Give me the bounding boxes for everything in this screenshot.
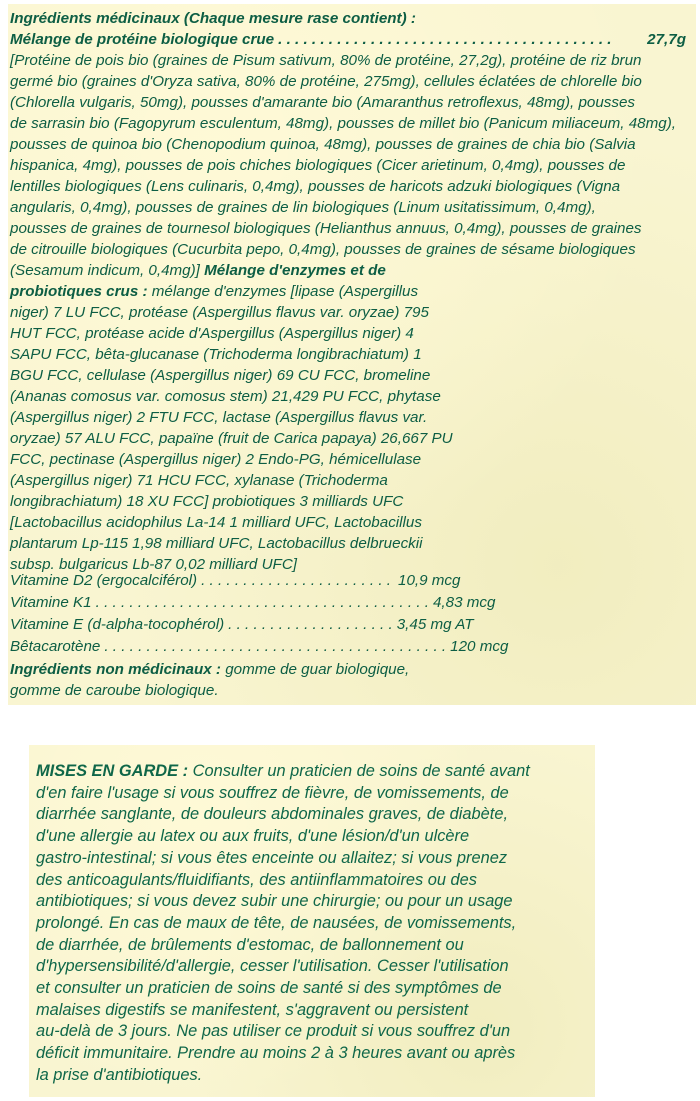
vitamin-name: Vitamine D2 (ergocalciférol): [10, 572, 198, 589]
protein-blend-leader: . . . . . . . . . . . . . . . . . . . . . . . . . . . . . . . . . . . . . . . .: [278, 31, 612, 48]
enzyme-heading-part1: Mélange d'enzymes et de: [204, 262, 386, 279]
vitamin-leader: . . . . . . . . . . . . . . . . . . . . . . . . . . . . . . . . . . . . . . . .: [95, 594, 429, 611]
text-line: FCC, pectinase (Aspergillus niger) 2 Endo-PG, hémicellulase: [10, 451, 422, 468]
text-line: hispanica, 4mg), pousses de pois chiches biologiques (Cicer arietinum, 0,4mg), pousses de: [10, 157, 626, 174]
warning-first-line: [36, 761, 596, 783]
text-line: (Chlorella vulgaris, 50mg), pousses d'amarante bio (Amaranthus retroflexus, 48mg), pousses: [10, 94, 636, 111]
text-line: HUT FCC, protéase acide d'Aspergillus (Aspergillus niger) 4: [10, 325, 414, 342]
protein-blend-amount: 27,7g: [647, 31, 686, 48]
text-line: germé bio (graines d'Oryza sativa, 80% de protéine, 275mg), cellules éclatées de chlorelle bio: [10, 73, 642, 90]
warning-label: MISES EN GARDE :: [36, 762, 189, 780]
vitamin-amount: 120 mcg: [450, 638, 509, 655]
text-line: pousses de graines de tournesol biologiques (Helianthus annuus, 0,4mg), pousses de graines: [10, 220, 642, 237]
text-line: [Protéine de pois bio (graines de Pisum sativum, 80% de protéine, 27,2g), protéine de riz brun: [10, 52, 642, 69]
text-line: déficit immunitaire. Prendre au moins 2 à 3 heures avant ou après: [36, 1044, 516, 1063]
text-line: niger) 7 LU FCC, protéase (Aspergillus flavus var. oryzae) 795: [10, 304, 429, 321]
enzyme-first-rest: mélange d'enzymes [lipase (Aspergillus: [151, 283, 419, 300]
section-title: Ingrédients médicinaux (Chaque mesure rase contient) :: [10, 10, 416, 27]
vitamin-row: [10, 636, 509, 657]
enzyme-heading-part2: probiotiques crus :: [10, 283, 148, 300]
text-line: diarrhée sanglante, de douleurs abdominales graves, de diabète,: [36, 805, 509, 824]
text-line: (Aspergillus niger) 71 HCU FCC, xylanase (Trichoderma: [10, 472, 388, 489]
non-medicinal-line1: [10, 659, 409, 680]
text-line: BGU FCC, cellulase (Aspergillus niger) 69 CU FCC, bromeline: [10, 367, 431, 384]
text-line: au-delà de 3 jours. Ne pas utiliser ce produit si vous souffrez d'un: [36, 1022, 511, 1041]
warnings-text: [36, 761, 596, 1087]
vitamin-name: Bêtacarotène: [10, 638, 101, 655]
text-line: de sarrasin bio (Fagopyrum esculentum, 48mg), pousses de millet bio (Panicum miliaceum, 48mg),: [10, 115, 676, 132]
vitamin-amount: 4,83 mcg: [432, 594, 496, 611]
vitamin-row: [10, 592, 496, 613]
vitamin-row: [10, 570, 472, 591]
protein-blend-row: [10, 29, 686, 50]
vitamin-leader: . . . . . . . . . . . . . . . . . . . . . . .: [201, 572, 391, 589]
text-line: lentilles biologiques (Lens culinaris, 0,4mg), pousses de haricots adzuki biologiques (Vigna: [10, 178, 621, 195]
text-line: de citrouille biologiques (Cucurbita pepo, 0,4mg), pousses de graines de sésame biologiques: [10, 241, 636, 258]
non-medicinal-label: Ingrédients non médicinaux :: [10, 661, 221, 678]
vitamin-amount: 10,9 mcg: [398, 572, 461, 589]
text-line: plantarum Lp-115 1,98 milliard UFC, Lactobacillus delbrueckii: [10, 535, 423, 552]
text-line: antibiotiques; si vous devez subir une chirurgie; ou pour un usage: [36, 892, 513, 911]
text-line: (Ananas comosus var. comosus stem) 21,429 PU FCC, phytase: [10, 388, 441, 405]
text-line: malaises digestifs se manifestent, s'aggravent ou persistent: [36, 1000, 469, 1019]
text-line: oryzae) 57 ALU FCC, papaïne (fruit de Carica papaya) 26,667 PU: [10, 430, 453, 447]
text-line: (Aspergillus niger) 2 FTU FCC, lactase (Aspergillus flavus var.: [10, 409, 428, 426]
text-line: d'hypersensibilité/d'allergie, cesser l'utilisation. Cesser l'utilisation: [36, 957, 509, 976]
protein-last-line: [10, 260, 386, 281]
vitamin-row: [10, 614, 472, 635]
text-line: angularis, 0,4mg), pousses de graines de lin biologiques (Linum usitatissimum, 0,4mg),: [10, 199, 596, 216]
text-line: pousses de quinoa bio (Chenopodium quinoa, 48mg), pousses de graines de chia bio (Salvia: [10, 136, 636, 153]
vitamin-leader: . . . . . . . . . . . . . . . . . . . .: [228, 616, 393, 633]
text-line: subsp. bulgaricus Lb-87 0,02 milliard UFC]: [10, 556, 298, 573]
text-line: longibrachiatum) 18 XU FCC] probiotiques 3 milliards UFC: [10, 493, 404, 510]
protein-last-text: (Sesamum indicum, 0,4mg)]: [10, 262, 200, 279]
non-medicinal-rest: gomme de guar biologique,: [225, 661, 410, 678]
protein-blend-label: Mélange de protéine biologique crue: [10, 31, 275, 48]
text-line: SAPU FCC, bêta-glucanase (Trichoderma longibrachiatum) 1: [10, 346, 422, 363]
text-line: d'en faire l'usage si vous souffrez de fièvre, de vomissements, de: [36, 783, 509, 802]
text-line: [Lactobacillus acidophilus La-14 1 milliard UFC, Lactobacillus: [10, 514, 422, 531]
text-line: et consulter un praticien de soins de santé si des symptômes de: [36, 979, 502, 998]
text-line: de diarrhée, de brûlements d'estomac, de ballonnement ou: [36, 935, 464, 954]
vitamin-name: Vitamine K1: [10, 594, 92, 611]
enzyme-first-line: [10, 281, 418, 302]
text-line: des anticoagulants/fluidifiants, des antiinflammatoires ou des: [36, 870, 477, 889]
warning-first-rest: Consulter un praticien de soins de santé avant: [192, 762, 530, 780]
text-line: la prise d'antibiotiques.: [36, 1065, 203, 1084]
vitamin-leader: . . . . . . . . . . . . . . . . . . . . . . . . . . . . . . . . . . . . . . . . .: [104, 638, 447, 655]
vitamin-name: Vitamine E (d-alpha-tocophérol): [10, 616, 225, 633]
text-line: d'une allergie au latex ou aux fruits, d'une lésion/d'un ulcère: [36, 827, 470, 846]
non-medicinal-line2: gomme de caroube biologique.: [10, 682, 219, 699]
vitamin-amount: 3,45 mg AT: [396, 616, 474, 633]
text-line: prolongé. En cas de maux de tête, de nausées, de vomissements,: [36, 913, 517, 932]
text-line: gastro-intestinal; si vous êtes enceinte ou allaitez; si vous prenez: [36, 848, 508, 867]
